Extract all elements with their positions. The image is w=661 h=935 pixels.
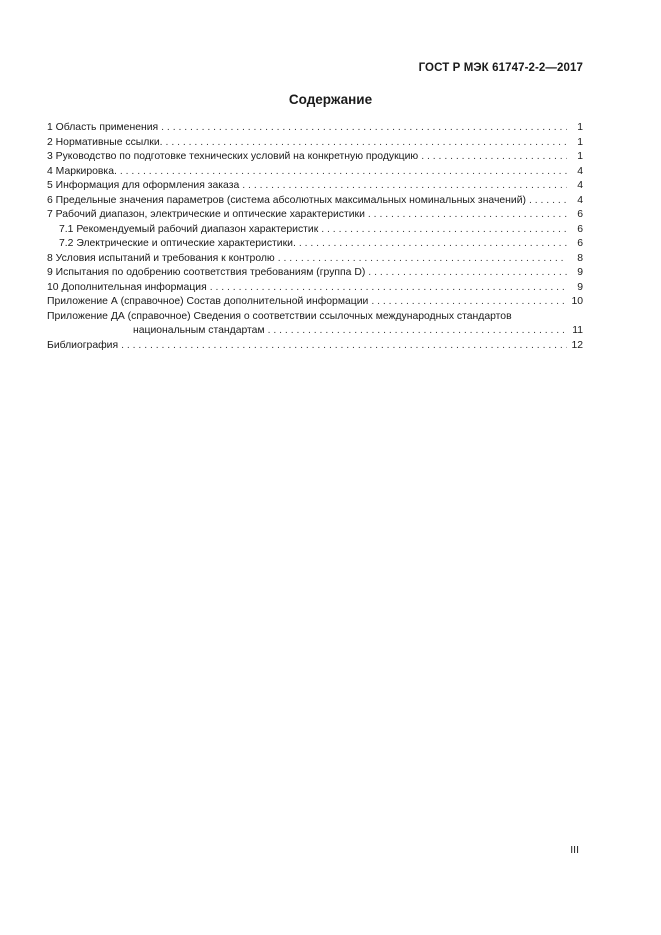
toc-entry-label: 5 Информация для оформления заказа (47, 180, 240, 191)
document-code: ГОСТ Р МЭК 61747-2-2—2017 (418, 62, 583, 74)
toc-entry-label: 1 Область применения (47, 122, 159, 133)
toc-entry-page: 8 (577, 252, 583, 264)
toc-entry-label: 2 Нормативные ссылки. (47, 136, 163, 148)
toc-entry-7-1[interactable] (47, 223, 583, 238)
toc-entry-4[interactable] (47, 165, 583, 180)
toc-entry-page: 6 (577, 223, 583, 235)
toc-entry-page: 4 (577, 194, 583, 206)
toc-leader-dots (210, 281, 567, 296)
toc-entry-page: 12 (571, 339, 583, 351)
toc-leader-dots (299, 237, 567, 252)
toc-leader-dots (421, 150, 567, 165)
toc-entry-label: 8 Условия испытаний и требования к контролю (47, 252, 275, 264)
toc-title: Содержание (288, 92, 373, 107)
toc-entry-7-2[interactable] (47, 237, 583, 252)
toc-leader-dots (242, 179, 567, 194)
toc-leader-dots (371, 295, 567, 310)
toc-entry-page: 9 (577, 267, 583, 278)
toc-entry-label: 3 Руководство по подготовке технических условий на конкретную продукцию (47, 151, 419, 162)
toc-entry-label: 7 Рабочий диапазон, электрические и оптические характеристики (47, 209, 365, 220)
toc-entry-3[interactable] (47, 150, 583, 165)
toc-entry-label: 7.1 Рекомендуемый рабочий диапазон характеристик (59, 223, 319, 235)
toc-entry-appendix-da-continued[interactable] (47, 324, 583, 339)
toc-entry-9[interactable] (47, 266, 583, 281)
toc-entry-bibliography[interactable] (47, 339, 583, 354)
toc-entry-appendix-da[interactable] (47, 310, 583, 325)
toc-entry-label: 9 Испытания по одобрению соответствия требованиям (группа D) (47, 267, 366, 278)
toc-entry-page: 11 (572, 325, 583, 336)
toc-leader-dots (268, 324, 567, 339)
toc-entry-page: 1 (577, 122, 583, 133)
toc-entry-label: Библиография (47, 339, 119, 351)
toc-entry-label: 4 Маркировка. (47, 165, 117, 177)
toc-entry-label: Приложение ДА (справочное) Сведения о соответствии ссылочных международных стандартов (47, 310, 512, 322)
toc-leader-dots (368, 266, 567, 281)
toc-leader-dots (529, 194, 567, 209)
toc-entry-label: Приложение А (справочное) Состав дополнительной информации (47, 296, 369, 307)
toc-entry-page: 9 (577, 281, 583, 293)
page-number: III (570, 844, 579, 856)
toc-leader-dots (321, 223, 567, 238)
toc-entry-page: 6 (577, 209, 583, 220)
toc-leader-dots (120, 165, 567, 180)
toc-leader-dots (368, 208, 567, 223)
toc-entry-page: 6 (577, 238, 583, 249)
toc-leader-dots (161, 121, 567, 136)
toc-entry-7[interactable] (47, 208, 583, 223)
toc-entry-label: 7.2 Электрические и оптические характеристики. (59, 238, 296, 249)
toc-leader-dots (166, 136, 567, 151)
toc-entry-label: 6 Предельные значения параметров (система абсолютных максимальных номинальных значений) (47, 194, 526, 206)
toc-entry-page: 4 (577, 165, 583, 177)
toc-entry-page: 1 (577, 151, 583, 162)
toc-entry-5[interactable] (47, 179, 583, 194)
toc-entry-10[interactable] (47, 281, 583, 296)
toc-entry-page: 10 (571, 296, 583, 307)
table-of-contents (47, 121, 583, 353)
toc-entry-2[interactable] (47, 136, 583, 151)
toc-entry-page: 1 (577, 136, 583, 148)
toc-entry-6[interactable] (47, 194, 583, 209)
toc-entry-1[interactable] (47, 121, 583, 136)
toc-entry-page: 4 (577, 180, 583, 191)
toc-leader-dots (121, 339, 567, 354)
toc-entry-8[interactable] (47, 252, 583, 267)
toc-entry-label: 10 Дополнительная информация (47, 281, 207, 293)
toc-entry-label: национальным стандартам (133, 325, 265, 336)
toc-entry-appendix-a[interactable] (47, 295, 583, 310)
toc-leader-dots (278, 252, 567, 267)
